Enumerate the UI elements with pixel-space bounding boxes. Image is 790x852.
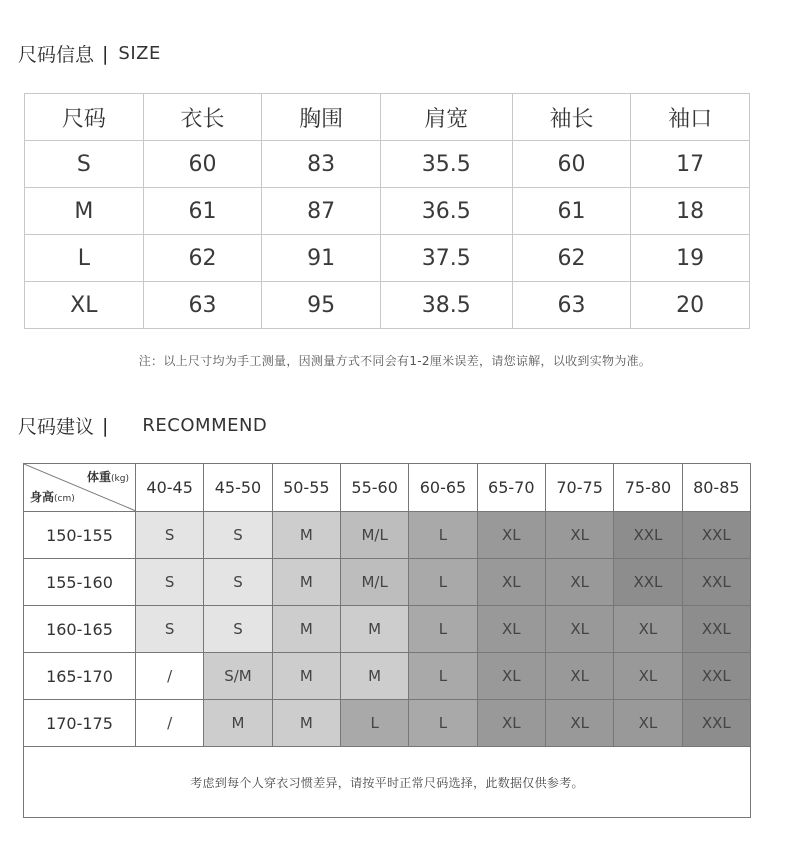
recommended-size-cell: XL: [477, 653, 545, 700]
recommend-table: [23, 463, 751, 818]
size-section-title: [18, 40, 161, 67]
height-unit: (cm): [54, 494, 75, 504]
recommended-size-cell: M: [272, 606, 340, 653]
size-value-cell: 63: [512, 282, 631, 329]
recommended-size-cell: L: [409, 653, 477, 700]
size-value-cell: 61: [143, 188, 262, 235]
recommended-size-cell: S: [204, 559, 272, 606]
height-label-cell: 165-170: [24, 653, 136, 700]
size-label-cell: M: [25, 188, 144, 235]
size-value-cell: 83: [262, 141, 381, 188]
recommended-size-cell: L: [409, 700, 477, 747]
size-label-cell: S: [25, 141, 144, 188]
recommended-size-cell: XL: [477, 559, 545, 606]
weight-header-cell: 70-75: [545, 464, 613, 512]
weight-unit: (kg): [111, 474, 129, 484]
recommended-size-cell: XXL: [614, 512, 682, 559]
recommended-size-cell: /: [136, 700, 204, 747]
height-axis-label: [30, 488, 75, 505]
recommended-size-cell: XXL: [682, 700, 750, 747]
recommended-size-cell: S: [136, 512, 204, 559]
recommend-header-row: [24, 464, 751, 512]
recommend-section-title: [18, 412, 267, 439]
size-table-row: [25, 282, 750, 329]
recommended-size-cell: S: [136, 606, 204, 653]
recommend-footer-row: [24, 747, 751, 818]
recommended-size-cell: M: [204, 700, 272, 747]
recommended-size-cell: XL: [477, 606, 545, 653]
size-label-cell: XL: [25, 282, 144, 329]
size-title-en: SIZE: [118, 43, 161, 64]
size-value-cell: 36.5: [380, 188, 512, 235]
size-label-cell: L: [25, 235, 144, 282]
recommended-size-cell: XL: [545, 512, 613, 559]
recommended-size-cell: XL: [614, 700, 682, 747]
recommended-size-cell: L: [340, 700, 408, 747]
recommended-size-cell: M/L: [340, 512, 408, 559]
recommended-size-cell: XL: [614, 653, 682, 700]
recommended-size-cell: M/L: [340, 559, 408, 606]
recommended-size-cell: XXL: [682, 653, 750, 700]
recommended-size-cell: S/M: [204, 653, 272, 700]
weight-header-cell: 65-70: [477, 464, 545, 512]
recommended-size-cell: XL: [545, 700, 613, 747]
weight-header-cell: 45-50: [204, 464, 272, 512]
weight-label: 体重: [87, 470, 112, 484]
recommend-row: [24, 653, 751, 700]
recommended-size-cell: /: [136, 653, 204, 700]
recommended-size-cell: XXL: [682, 512, 750, 559]
size-table-row: [25, 141, 750, 188]
size-value-cell: 60: [512, 141, 631, 188]
height-label-cell: 160-165: [24, 606, 136, 653]
recommended-size-cell: XL: [545, 559, 613, 606]
weight-header-cell: 50-55: [272, 464, 340, 512]
size-value-cell: 62: [143, 235, 262, 282]
height-label: 身高: [30, 490, 55, 504]
recommended-size-cell: L: [409, 606, 477, 653]
recommend-row: [24, 559, 751, 606]
recommended-size-cell: XXL: [614, 559, 682, 606]
size-value-cell: 37.5: [380, 235, 512, 282]
recommended-size-cell: XL: [614, 606, 682, 653]
size-header-cell: 袖口: [631, 94, 750, 141]
recommended-size-cell: M: [272, 700, 340, 747]
height-label-cell: 150-155: [24, 512, 136, 559]
recommended-size-cell: S: [204, 512, 272, 559]
size-header-cell: 袖长: [512, 94, 631, 141]
size-value-cell: 61: [512, 188, 631, 235]
recommended-size-cell: L: [409, 559, 477, 606]
size-title-cn: 尺码信息: [18, 44, 95, 66]
size-table-header-row: [25, 94, 750, 141]
weight-header-cell: 55-60: [340, 464, 408, 512]
size-value-cell: 38.5: [380, 282, 512, 329]
size-value-cell: 91: [262, 235, 381, 282]
weight-header-cell: 40-45: [136, 464, 204, 512]
size-value-cell: 19: [631, 235, 750, 282]
size-value-cell: 87: [262, 188, 381, 235]
recommend-row: [24, 512, 751, 559]
size-header-cell: 衣长: [143, 94, 262, 141]
recommended-size-cell: XXL: [682, 606, 750, 653]
weight-header-cell: 60-65: [409, 464, 477, 512]
size-value-cell: 62: [512, 235, 631, 282]
size-table-row: [25, 188, 750, 235]
size-value-cell: 18: [631, 188, 750, 235]
size-value-cell: 60: [143, 141, 262, 188]
height-label-cell: 170-175: [24, 700, 136, 747]
recommended-size-cell: XL: [477, 512, 545, 559]
height-label-cell: 155-160: [24, 559, 136, 606]
recommend-footer-note: 考虑到每个人穿衣习惯差异，请按平时正常尺码选择，此数据仅供参考。: [24, 747, 751, 818]
recommended-size-cell: M: [272, 559, 340, 606]
recommend-row: [24, 700, 751, 747]
recommend-row: [24, 606, 751, 653]
size-value-cell: 17: [631, 141, 750, 188]
recommended-size-cell: M: [340, 653, 408, 700]
recommended-size-cell: L: [409, 512, 477, 559]
recommended-size-cell: XL: [545, 653, 613, 700]
corner-cell: [24, 464, 136, 512]
size-table: [24, 93, 750, 329]
size-header-cell: 肩宽: [380, 94, 512, 141]
recommended-size-cell: M: [340, 606, 408, 653]
recommend-title-cn: 尺码建议: [18, 416, 95, 438]
recommended-size-cell: S: [136, 559, 204, 606]
size-header-cell: 胸围: [262, 94, 381, 141]
recommended-size-cell: XL: [477, 700, 545, 747]
size-table-row: [25, 235, 750, 282]
measurement-note: 注：以上尺寸均为手工测量，因测量方式不同会有1-2厘米误差，请您谅解，以收到实物为准。: [138, 354, 652, 368]
weight-header-cell: 75-80: [614, 464, 682, 512]
size-value-cell: 63: [143, 282, 262, 329]
recommended-size-cell: M: [272, 653, 340, 700]
size-value-cell: 20: [631, 282, 750, 329]
recommend-title-divider: |: [102, 414, 109, 437]
recommended-size-cell: S: [204, 606, 272, 653]
weight-axis-label: [87, 468, 129, 485]
size-title-divider: |: [102, 42, 109, 65]
recommended-size-cell: M: [272, 512, 340, 559]
recommended-size-cell: XXL: [682, 559, 750, 606]
recommend-title-en: RECOMMEND: [142, 415, 268, 436]
size-value-cell: 35.5: [380, 141, 512, 188]
weight-header-cell: 80-85: [682, 464, 750, 512]
size-header-cell: 尺码: [25, 94, 144, 141]
recommended-size-cell: XL: [545, 606, 613, 653]
size-value-cell: 95: [262, 282, 381, 329]
